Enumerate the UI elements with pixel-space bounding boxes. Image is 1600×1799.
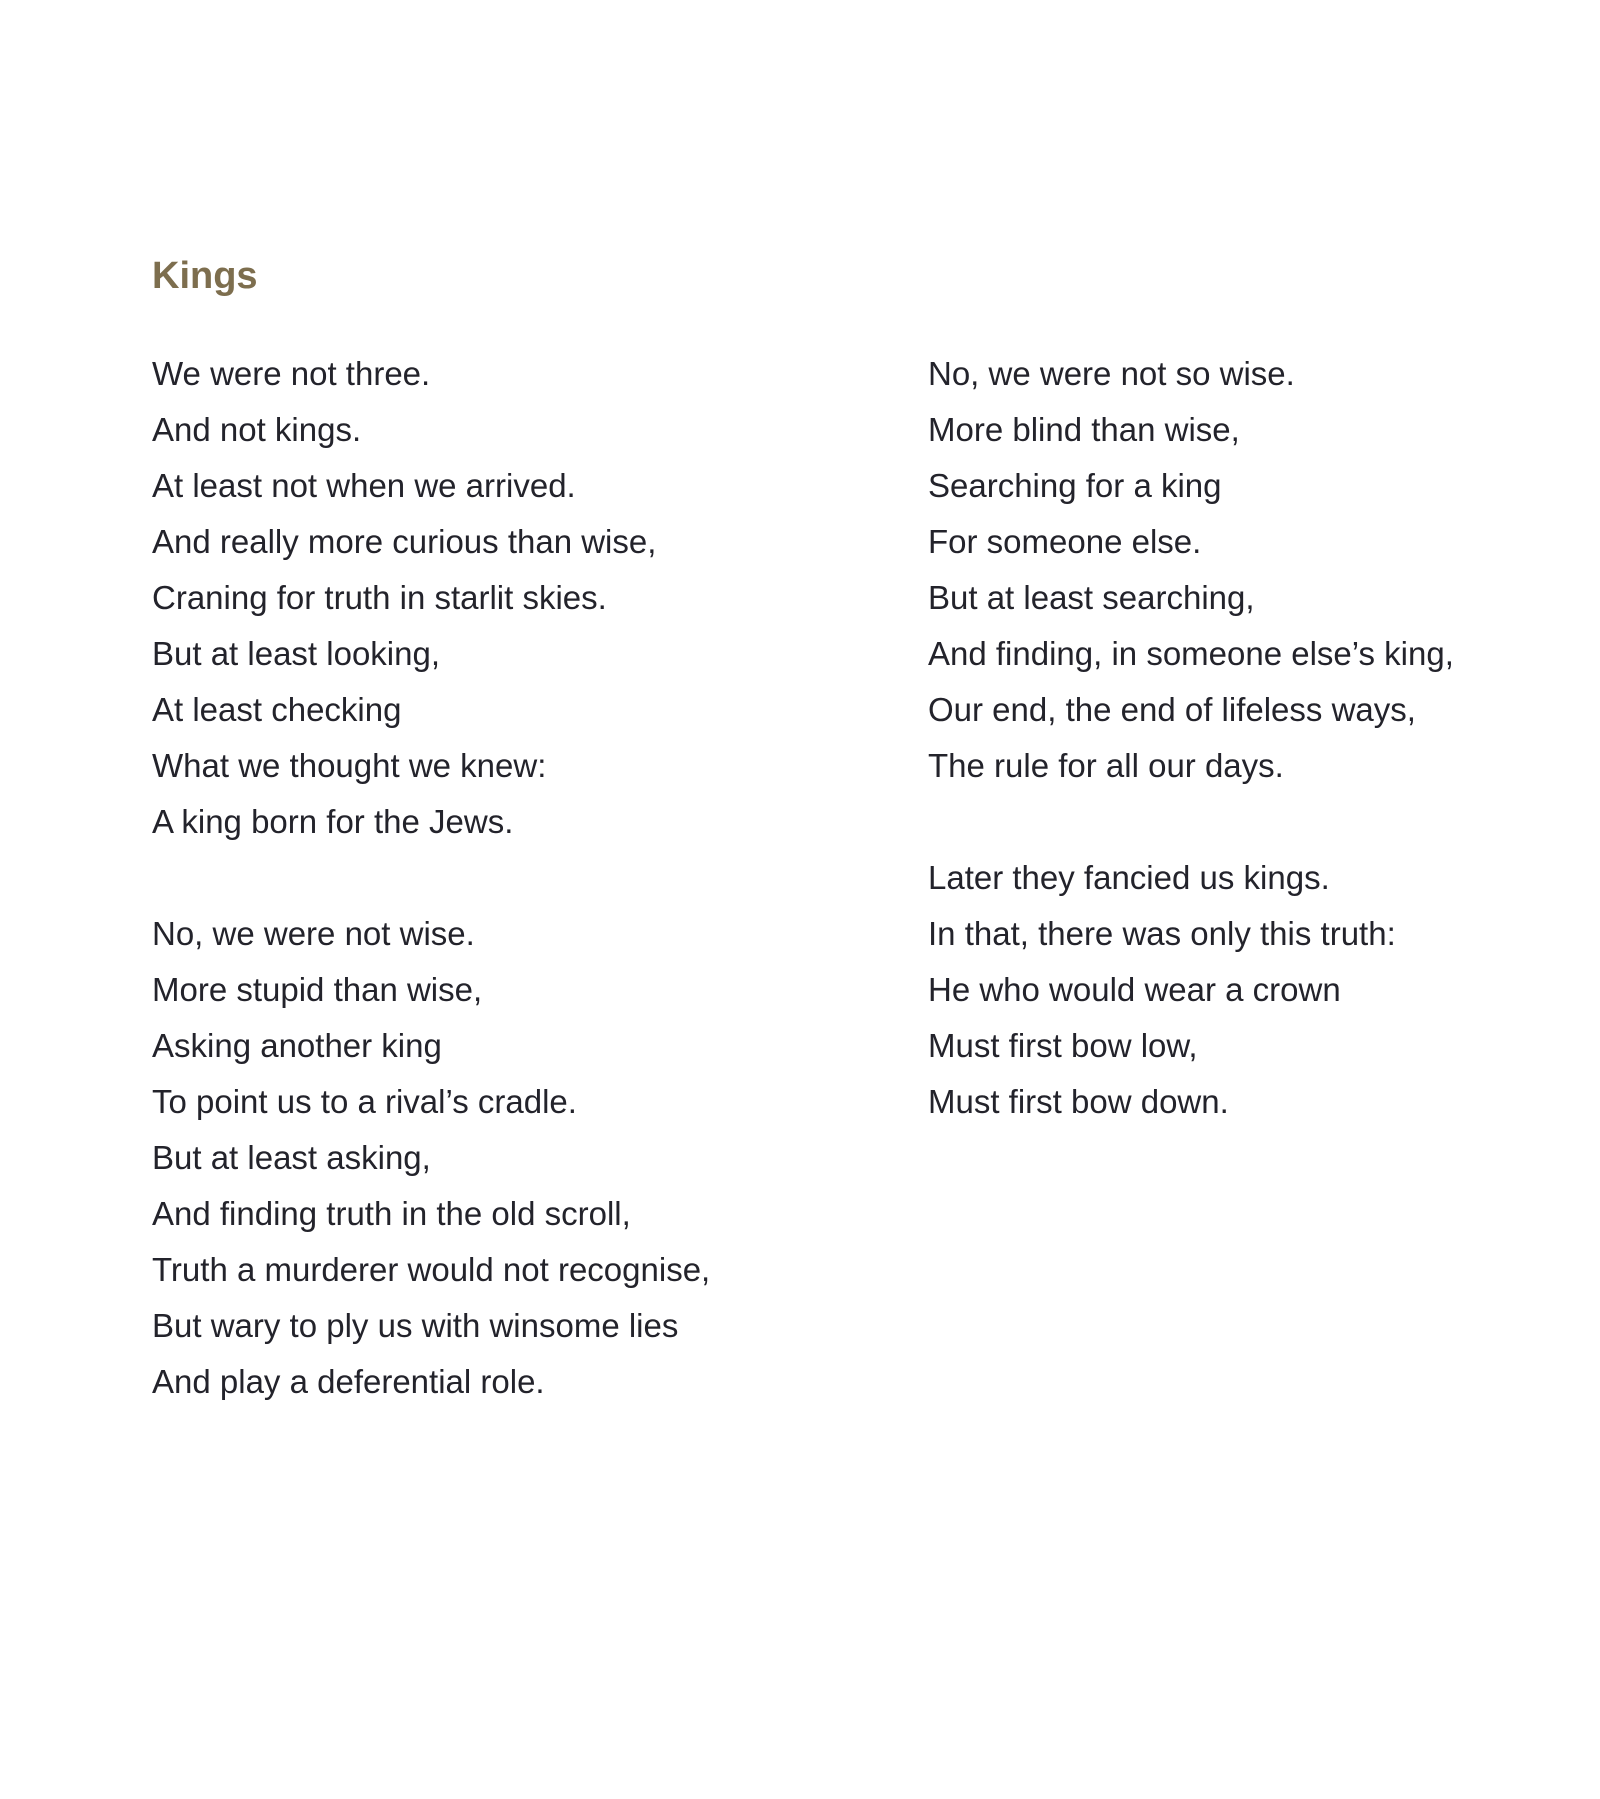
poem-line: Craning for truth in starlit skies. bbox=[152, 579, 607, 616]
poem-line: The rule for all our days. bbox=[928, 747, 1284, 784]
poem-line: In that, there was only this truth: bbox=[928, 915, 1396, 952]
poem-line: We were not three. bbox=[152, 355, 431, 392]
poem-line: Asking another king bbox=[152, 1027, 442, 1064]
poem-line: And really more curious than wise, bbox=[152, 523, 657, 560]
poem-line: At least not when we arrived. bbox=[152, 467, 576, 504]
stanza bbox=[152, 906, 710, 1410]
poem-line: And not kings. bbox=[152, 411, 362, 448]
poem-line: At least checking bbox=[152, 691, 402, 728]
poem-line: To point us to a rival’s cradle. bbox=[152, 1083, 577, 1120]
poem-line: And finding, in someone else’s king, bbox=[928, 635, 1454, 672]
left-column bbox=[152, 346, 710, 1466]
poem-line: More blind than wise, bbox=[928, 411, 1240, 448]
poem-line: What we thought we knew: bbox=[152, 747, 547, 784]
poem-line: But at least searching, bbox=[928, 579, 1255, 616]
poem-line: And finding truth in the old scroll, bbox=[152, 1195, 631, 1232]
poem-title: Kings bbox=[152, 255, 258, 297]
poem-line: But wary to ply us with winsome lies bbox=[152, 1307, 679, 1344]
poem-line: Later they fancied us kings. bbox=[928, 859, 1330, 896]
poem-line: He who would wear a crown bbox=[928, 971, 1341, 1008]
stanza bbox=[928, 346, 1454, 794]
poem-line: Must first bow low, bbox=[928, 1027, 1198, 1064]
poem-line: No, we were not wise. bbox=[152, 915, 475, 952]
poem-line: For someone else. bbox=[928, 523, 1202, 560]
poem-line: Must first bow down. bbox=[928, 1083, 1229, 1120]
poem-line: Truth a murderer would not recognise, bbox=[152, 1251, 711, 1288]
poem-line: More stupid than wise, bbox=[152, 971, 483, 1008]
poem-line: And play a deferential role. bbox=[152, 1363, 545, 1400]
poem-line: A king born for the Jews. bbox=[152, 803, 514, 840]
right-column bbox=[928, 346, 1454, 1186]
stanza bbox=[928, 850, 1454, 1130]
poem-line: Our end, the end of lifeless ways, bbox=[928, 691, 1416, 728]
poem-line: Searching for a king bbox=[928, 467, 1222, 504]
poem-line: No, we were not so wise. bbox=[928, 355, 1295, 392]
poem-line: But at least looking, bbox=[152, 635, 441, 672]
poem-line: But at least asking, bbox=[152, 1139, 431, 1176]
stanza bbox=[152, 346, 710, 850]
